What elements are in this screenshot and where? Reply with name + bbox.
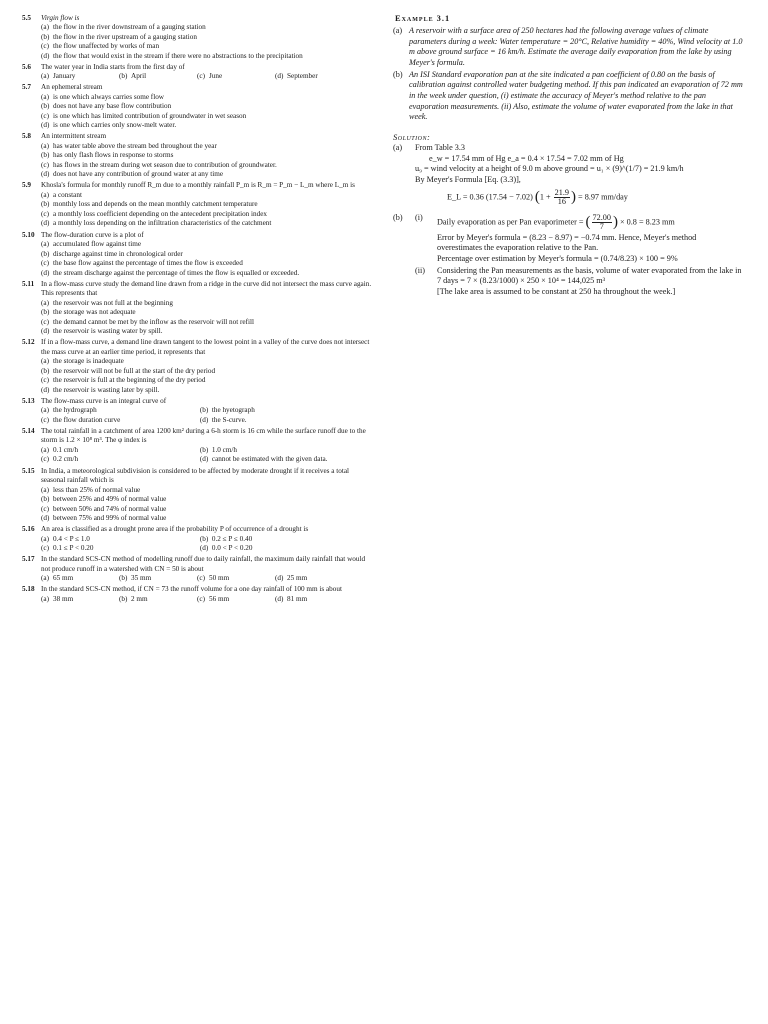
pan-evaporation-prefix: Daily evaporation as per Pan evaporimeter = xyxy=(437,217,584,227)
option-letter: (b) xyxy=(41,495,50,504)
answer-option xyxy=(41,446,200,456)
option-letter: (c) xyxy=(41,504,49,513)
answer-option xyxy=(275,574,307,584)
answer-option xyxy=(41,240,372,250)
option-text: the reservoir will not be full at the start of the dry period xyxy=(53,366,216,375)
answer-option xyxy=(197,595,275,605)
solution-b-ii-label: (ii) xyxy=(415,265,426,275)
answer-option xyxy=(41,269,372,279)
answer-option xyxy=(41,386,372,396)
option-text: a monthly loss coefficient depending on the antecedent precipitation index xyxy=(53,209,268,218)
answer-option xyxy=(41,191,372,201)
option-text: a monthly loss depending on the infiltration characteristics of the catchment xyxy=(53,219,272,228)
answer-option xyxy=(41,142,372,152)
example-part-b-text: An ISI Standard evaporation pan at the site indicated a pan coefficient of 0.80 on the basis of calibration against controlled water budgeting method. If this pan indicated an evaporation of 72 mm in the week under question, (i) estimate the accuracy of Meyer's method relative to the pan evaporation measurements. (ii) Also, estimate the volume of water evaporated from the lake in that week. xyxy=(409,69,743,122)
option-letter: (c) xyxy=(41,415,49,424)
question-item xyxy=(22,397,372,426)
option-text: 25 mm xyxy=(287,574,308,583)
example-title: Example 3.1 xyxy=(395,14,451,23)
option-text: 50 mm xyxy=(209,574,230,583)
option-letter: (d) xyxy=(275,574,284,583)
option-text: the hyetograph xyxy=(211,406,255,415)
lake-area-note: [The lake area is assumed to be constant at 250 ha throughout the week.] xyxy=(437,286,676,296)
option-text: 56 mm xyxy=(209,594,230,603)
option-letter: (a) xyxy=(41,23,49,32)
option-letter: (a) xyxy=(41,72,49,81)
answer-option xyxy=(41,486,372,496)
option-letter: (d) xyxy=(41,121,50,130)
answer-option xyxy=(41,574,119,584)
question-item xyxy=(22,585,372,604)
meyer-equation: E_L = 0.36 (17.54 − 7.02) (1 + $\frac{21.9}{16}$ ) = 8.97 mm/day xyxy=(447,187,628,206)
answer-option xyxy=(41,200,372,210)
solution-a-line4: By Meyer's Formula [Eq. (3.3)], xyxy=(415,174,521,184)
solution-b-i-label: (i) xyxy=(415,213,423,223)
answer-option xyxy=(275,595,307,605)
question-number: 5.11 xyxy=(22,279,35,288)
question-item xyxy=(22,231,372,279)
solution-part-b xyxy=(393,213,743,297)
answer-option xyxy=(41,121,372,131)
answer-option xyxy=(41,406,200,416)
answer-option xyxy=(41,52,372,62)
answer-option xyxy=(41,455,200,465)
example-column xyxy=(393,14,743,298)
option-text: January xyxy=(53,72,76,81)
option-letter: (b) xyxy=(41,102,50,111)
question-item xyxy=(22,525,372,554)
question-item xyxy=(22,83,372,131)
example-part-a-text: A reservoir with a surface area of 250 hectares had the following average values of climate parameters during a week: Water temperature = 20°C, Relative humidity = 40%, Wind velocity at 1.0 m above ground surface = 16 km/h. Estimate the average daily evaporation from the lake by using Meyer's formula. xyxy=(409,25,743,67)
pan-fraction xyxy=(592,214,612,231)
option-text: the flow duration curve xyxy=(53,415,121,424)
solution-part-a-label: (a) xyxy=(393,143,403,152)
option-letter: (d) xyxy=(199,455,209,464)
option-text: accumulated flow against time xyxy=(53,240,142,249)
equation-rhs: = 8.97 mm/day xyxy=(578,192,628,202)
answer-option xyxy=(119,595,197,605)
option-text: 2 mm xyxy=(131,594,148,603)
option-text: discharge against time in chronological order xyxy=(53,249,183,258)
option-text: has only flash flows in response to storms xyxy=(53,151,174,160)
option-letter: (a) xyxy=(41,298,49,307)
option-letter: (d) xyxy=(41,219,50,228)
option-text: the reservoir is wasting later by spill. xyxy=(53,385,160,394)
option-text: the flow that would exist in the stream if there were no abstractions to the precipitation xyxy=(53,51,303,60)
option-text: monthly loss and depends on the mean monthly catchment temperature xyxy=(53,200,258,209)
answer-option xyxy=(41,151,372,161)
option-text: 0.4 < P ≤ 1.0 xyxy=(53,534,90,543)
question-stem: Virgin flow is xyxy=(41,13,80,22)
option-text: a constant xyxy=(53,190,82,199)
answer-option xyxy=(41,308,372,318)
option-letter: (c) xyxy=(41,455,49,464)
answer-option xyxy=(200,416,359,426)
equation-lhs: E_L = 0.36 (17.54 − 7.02) xyxy=(447,192,533,202)
option-letter: (b) xyxy=(41,200,50,209)
equation-numerator: 21.9 xyxy=(554,187,569,197)
meyer-error-text: Error by Meyer's formula = (8.23 − 8.97) = −0.74 mm. Hence, Meyer's method overestimates the evaporation relative to the Pan. xyxy=(437,232,697,253)
answer-option xyxy=(41,495,372,505)
question-stem: In the standard SCS-CN method of modelling runoff due to daily rainfall, the maximum daily rainfall that would not produce runoff in a watershed with CN = 50 is about xyxy=(41,555,366,573)
answer-option xyxy=(200,535,359,545)
answer-option xyxy=(41,357,372,367)
answer-option xyxy=(41,102,372,112)
option-letter: (d) xyxy=(41,514,50,523)
question-item xyxy=(22,555,372,584)
percentage-overestimation-text: Percentage over estimation by Meyer's formula = (0.74/8.23) × 100 = 9% xyxy=(437,253,678,263)
equation-denominator: 16 xyxy=(557,196,566,206)
option-letter: (c) xyxy=(197,574,205,583)
answer-option xyxy=(275,72,318,82)
question-number: 5.6 xyxy=(22,62,31,71)
option-text: between 25% and 49% of normal value xyxy=(53,495,167,504)
answer-option xyxy=(41,505,372,515)
option-text: 1.0 cm/h xyxy=(211,445,238,454)
question-item xyxy=(22,338,372,395)
question-item xyxy=(22,280,372,337)
option-letter: (c) xyxy=(197,72,205,81)
answer-option xyxy=(41,327,372,337)
answer-option xyxy=(41,219,372,229)
answer-option xyxy=(41,112,372,122)
option-letter: (c) xyxy=(197,594,205,603)
option-letter: (c) xyxy=(41,42,49,51)
option-text: between 75% and 99% of normal value xyxy=(53,514,167,523)
option-letter: (d) xyxy=(41,170,50,179)
pan-denominator: 7 xyxy=(599,222,604,232)
option-letter: (d) xyxy=(199,415,209,424)
mcq-column xyxy=(22,12,372,604)
solution-a-line2: e_w = 17.54 mm of Hg e_a = 0.4 × 17.54 = 7.02 mm of Hg xyxy=(429,153,624,163)
option-letter: (b) xyxy=(41,249,50,258)
answer-option xyxy=(41,595,119,605)
option-text: less than 25% of normal value xyxy=(53,485,141,494)
option-letter: (b) xyxy=(199,534,209,543)
question-item xyxy=(22,63,372,82)
answer-option xyxy=(41,535,200,545)
option-text: 35 mm xyxy=(131,574,152,583)
option-letter: (a) xyxy=(41,141,49,150)
option-text: 81 mm xyxy=(287,594,308,603)
answer-option xyxy=(41,72,119,82)
option-letter: (a) xyxy=(41,574,49,583)
option-text: cannot be estimated with the given data. xyxy=(211,455,328,464)
question-number: 5.14 xyxy=(22,426,35,435)
option-letter: (d) xyxy=(275,594,284,603)
answer-option xyxy=(41,93,372,103)
solution-b-i: (i) Daily evaporation as per Pan evaporimeter = ( $\frac{72.00}{7}$ ) × 0.8 = 8.23 mm xyxy=(415,213,675,232)
question-number: 5.18 xyxy=(22,585,35,594)
answer-option xyxy=(197,574,275,584)
example-part-a xyxy=(393,26,743,69)
example-part-b-label: (b) xyxy=(393,69,403,79)
question-item xyxy=(22,427,372,465)
option-text: 0.2 ≤ P ≤ 0.40 xyxy=(211,534,253,543)
equation-fraction xyxy=(554,189,570,206)
option-letter: (b) xyxy=(41,151,50,160)
option-text: 0.0 < P < 0.20 xyxy=(211,544,253,553)
solution-a-line1: From Table 3.3 xyxy=(415,143,465,152)
question-number: 5.16 xyxy=(22,525,35,534)
example-part-a-label: (a) xyxy=(393,25,403,35)
question-number: 5.5 xyxy=(22,13,31,22)
question-stem: The flow-mass curve is an integral curve of xyxy=(41,396,167,405)
pan-numerator: 72.00 xyxy=(592,213,611,223)
option-letter: (d) xyxy=(41,268,50,277)
option-letter: (c) xyxy=(41,209,49,218)
question-stem: The total rainfall in a catchment of area 1200 km² during a 6-h storm is 16 cm while the surface runoff due to the storm is 1.2 × 10⁸ m³. The φ index is xyxy=(41,426,366,445)
option-text: the storage is inadequate xyxy=(53,357,124,366)
example-part-b xyxy=(393,70,743,123)
option-text: is one which has limited contribution of groundwater in wet season xyxy=(53,111,247,120)
question-number: 5.15 xyxy=(22,466,35,475)
option-text: does not have any contribution of ground water at any time xyxy=(53,170,224,179)
option-text: the flow in the river upstream of a gauging station xyxy=(53,32,197,41)
option-letter: (d) xyxy=(199,544,209,553)
question-number: 5.8 xyxy=(22,132,31,141)
option-text: September xyxy=(287,72,318,81)
option-text: the storage was not adequate xyxy=(53,308,136,317)
question-number: 5.12 xyxy=(22,338,35,347)
question-stem: The water year in India starts from the first day of xyxy=(41,62,185,71)
answer-option xyxy=(41,161,372,171)
option-text: the hydrograph xyxy=(53,406,97,415)
option-text: the flow in the river downstream of a gauging station xyxy=(53,23,206,32)
option-letter: (b) xyxy=(41,366,50,375)
option-text: the flow unaffected by works of man xyxy=(53,42,160,51)
option-letter: (b) xyxy=(119,574,128,583)
option-letter: (c) xyxy=(41,160,49,169)
question-item xyxy=(22,467,372,524)
answer-option xyxy=(41,42,372,52)
option-text: 0.1 ≤ P < 0.20 xyxy=(53,544,94,553)
option-text: the reservoir was not full at the beginning xyxy=(53,298,173,307)
answer-option xyxy=(41,318,372,328)
option-text: is one which always carries some flow xyxy=(53,92,164,101)
answer-option xyxy=(200,455,359,465)
option-text: the stream discharge against the percentage of times the flow is equalled or exceeded. xyxy=(53,268,300,277)
solution-b-ii xyxy=(415,266,743,287)
option-letter: (d) xyxy=(41,385,50,394)
option-text: 38 mm xyxy=(53,594,74,603)
question-number: 5.10 xyxy=(22,230,35,239)
question-number: 5.7 xyxy=(22,83,31,92)
option-letter: (a) xyxy=(41,357,49,366)
answer-option xyxy=(41,170,372,180)
answer-option xyxy=(41,416,200,426)
option-text: has water table above the stream bed throughout the year xyxy=(53,141,217,150)
question-item xyxy=(22,181,372,229)
option-letter: (b) xyxy=(199,406,209,415)
answer-option xyxy=(119,574,197,584)
question-stem: An area is classified as a drought prone area if the probability P of occurrence of a drought is xyxy=(41,525,309,534)
answer-option xyxy=(200,446,359,456)
option-letter: (c) xyxy=(41,111,49,120)
option-letter: (a) xyxy=(41,240,49,249)
solution-part-b-label: (b) xyxy=(393,213,403,223)
option-text: 65 mm xyxy=(53,574,74,583)
answer-option xyxy=(41,250,372,260)
solution-a-line3: u₉ = wind velocity at a height of 9.0 m above ground = u₁ × (9)^(1/7) = 21.9 km/h xyxy=(415,164,684,174)
question-number: 5.13 xyxy=(22,396,35,405)
option-letter: (c) xyxy=(41,259,49,268)
answer-option xyxy=(41,33,372,43)
option-letter: (b) xyxy=(119,72,128,81)
option-letter: (b) xyxy=(41,32,50,41)
option-letter: (a) xyxy=(41,92,49,101)
option-text: the S-curve. xyxy=(211,415,247,424)
option-text: the reservoir is wasting water by spill. xyxy=(53,327,163,336)
answer-option xyxy=(119,72,197,82)
question-stem: If in a flow-mass curve, a demand line drawn tangent to the lowest point in a valley of the curve does not intersect the mass curve at an earlier time period, it represents that xyxy=(41,338,370,356)
answer-option xyxy=(197,72,275,82)
option-letter: (b) xyxy=(119,594,128,603)
pan-evaporation-suffix: × 0.8 = 8.23 mm xyxy=(620,217,675,227)
option-letter: (a) xyxy=(41,190,49,199)
answer-option xyxy=(41,210,372,220)
answer-option xyxy=(41,299,372,309)
option-text: does not have any base flow contribution xyxy=(53,102,172,111)
answer-option xyxy=(200,406,359,416)
option-letter: (a) xyxy=(41,445,49,454)
option-text: between 50% and 74% of normal value xyxy=(53,504,167,513)
volume-evaporated-text: Considering the Pan measurements as the basis, volume of water evaporated from the lake in 7 days = 7 × (8.23/1000) × 250 × 10⁴ = 144,025 m³ xyxy=(437,265,742,286)
option-letter: (b) xyxy=(41,308,50,317)
solution-title: Solution: xyxy=(393,131,431,142)
question-number: 5.9 xyxy=(22,181,31,190)
option-letter: (a) xyxy=(41,594,49,603)
option-text: the reservoir is full at the beginning of the dry period xyxy=(53,376,206,385)
question-stem: The flow-duration curve is a plot of xyxy=(41,230,144,239)
solution-part-a xyxy=(393,143,743,154)
option-text: is one which carries only snow-melt water. xyxy=(53,121,177,130)
answer-option xyxy=(41,23,372,33)
option-letter: (c) xyxy=(41,544,49,553)
option-letter: (c) xyxy=(41,376,49,385)
option-letter: (b) xyxy=(199,445,209,454)
option-text: April xyxy=(131,72,147,81)
option-letter: (d) xyxy=(41,327,50,336)
question-stem: An ephemeral stream xyxy=(41,83,103,92)
option-letter: (c) xyxy=(41,317,49,326)
question-stem: An intermittent stream xyxy=(41,132,107,141)
question-item xyxy=(22,14,372,62)
option-letter: (d) xyxy=(41,51,50,60)
option-letter: (a) xyxy=(41,406,49,415)
question-stem: In a flow-mass curve study the demand line drawn from a ridge in the curve did not intersect the mass curve again. This represents that xyxy=(41,279,372,298)
question-stem: Khosla's formula for monthly runoff R_m due to a monthly rainfall P_m is R_m = P_m − L_m where L_m is xyxy=(41,181,355,190)
option-letter: (d) xyxy=(275,72,284,81)
option-letter: (a) xyxy=(41,485,49,494)
question-number: 5.17 xyxy=(22,555,35,564)
answer-option xyxy=(41,544,200,554)
option-text: 0.2 cm/h xyxy=(53,455,79,464)
equation-paren-prefix: 1 + xyxy=(539,192,551,202)
answer-option xyxy=(200,544,359,554)
option-text: 0.1 cm/h xyxy=(53,445,79,454)
option-text: the demand cannot be met by the inflow as the reservoir will not refill xyxy=(53,317,254,326)
answer-option xyxy=(41,259,372,269)
question-stem: In India, a meteorological subdivision is considered to be affected by moderate drought if it receives a total seasonal rainfall which is xyxy=(41,466,350,485)
option-text: the base flow against the percentage of times the flow is exceeded xyxy=(53,259,243,268)
option-text: June xyxy=(209,72,223,81)
option-letter: (a) xyxy=(41,534,49,543)
answer-option xyxy=(41,376,372,386)
answer-option xyxy=(41,367,372,377)
question-stem: In the standard SCS-CN method, if CN = 73 the runoff volume for a one day rainfall of 100 mm is about xyxy=(41,585,342,594)
question-item xyxy=(22,132,372,180)
option-text: has flows in the stream during wet season due to contribution of groundwater. xyxy=(53,160,277,169)
answer-option xyxy=(41,514,372,524)
